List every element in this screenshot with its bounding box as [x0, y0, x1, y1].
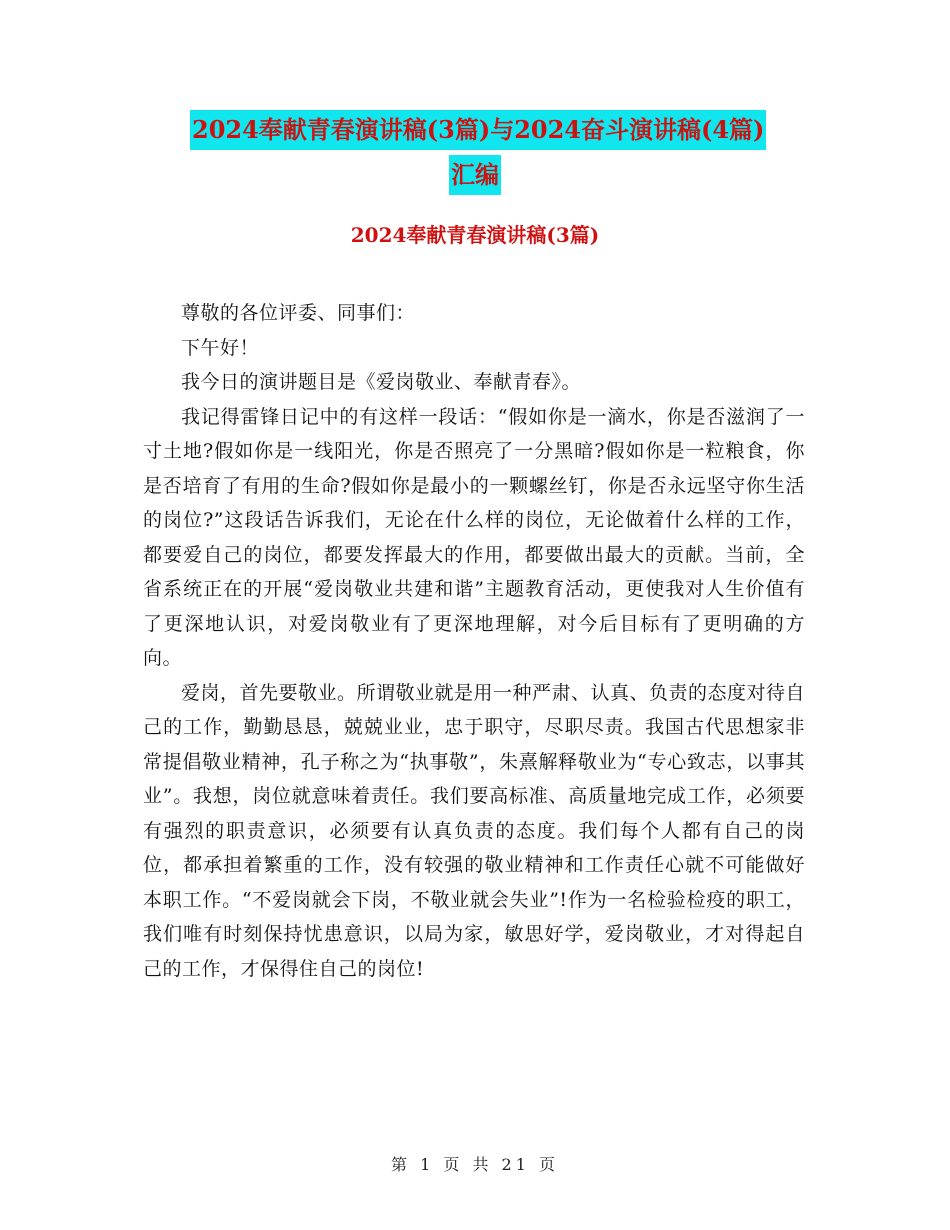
document-title-line-2: 汇编	[449, 155, 501, 195]
body-paragraph: 我记得雷锋日记中的有这样一段话：“假如你是一滴水，你是否滋润了一寸土地?假如你是一线阳光，你是否照亮了一分黑暗?假如你是一粒粮食，你是否培育了有用的生命?假如你是最小的一颗螺丝钉，你是否永远坚守你生活的岗位?”这段话告诉我们，无论在什么样的岗位，无论做着什么样的工作，都要爱自己的岗位，都要发挥最大的作用，都要做出最大的贡献。当前，全省系统正在的开展“爱岗敬业共建和谐”主题教育活动，更使我对人生价值有了更深地认识，对爱岗敬业有了更深地理解，对今后目标有了更明确的方向。	[143, 405, 805, 669]
section-heading: 2024奉献青春演讲稿(3篇)	[350, 223, 600, 247]
body-text	[143, 296, 805, 986]
page-footer: 第 1 页 共 21 页	[391, 1155, 559, 1174]
salutation-paragraph: 尊敬的各位评委、同事们：	[181, 302, 416, 324]
document-title-line-1: 2024奉献青春演讲稿(3篇)与2024奋斗演讲稿(4篇)	[190, 110, 766, 150]
topic-paragraph: 我今日的演讲题目是《爱岗敬业、奉献青春》。	[181, 371, 582, 393]
greeting-paragraph: 下午好！	[181, 336, 260, 359]
body-paragraph: 爱岗，首先要敬业。所谓敬业就是用一种严肃、认真、负责的态度对待自己的工作，勤勤恳恳，兢兢业业，忠于职守，尽职尽责。我国古代思想家非常提倡敬业精神，孔子称之为“执事敬”，朱熹解释敬业为“专心致志，以事其业”。我想，岗位就意味着责任。我们要高标准、高质量地完成工作，必须要有强烈的职责意识，必须要有认真负责的态度。我们每个人都有自己的岗位，都承担着繁重的工作，没有较强的敬业精神和工作责任心就不可能做好本职工作。“不爱岗就会下岗，不敬业就会失业”!作为一名检验检疫的职工，我们唯有时刻保持忧患意识，以局为家，敏思好学，爱岗敬业，才对得起自己的工作，才保得住自己的岗位!	[143, 681, 806, 980]
